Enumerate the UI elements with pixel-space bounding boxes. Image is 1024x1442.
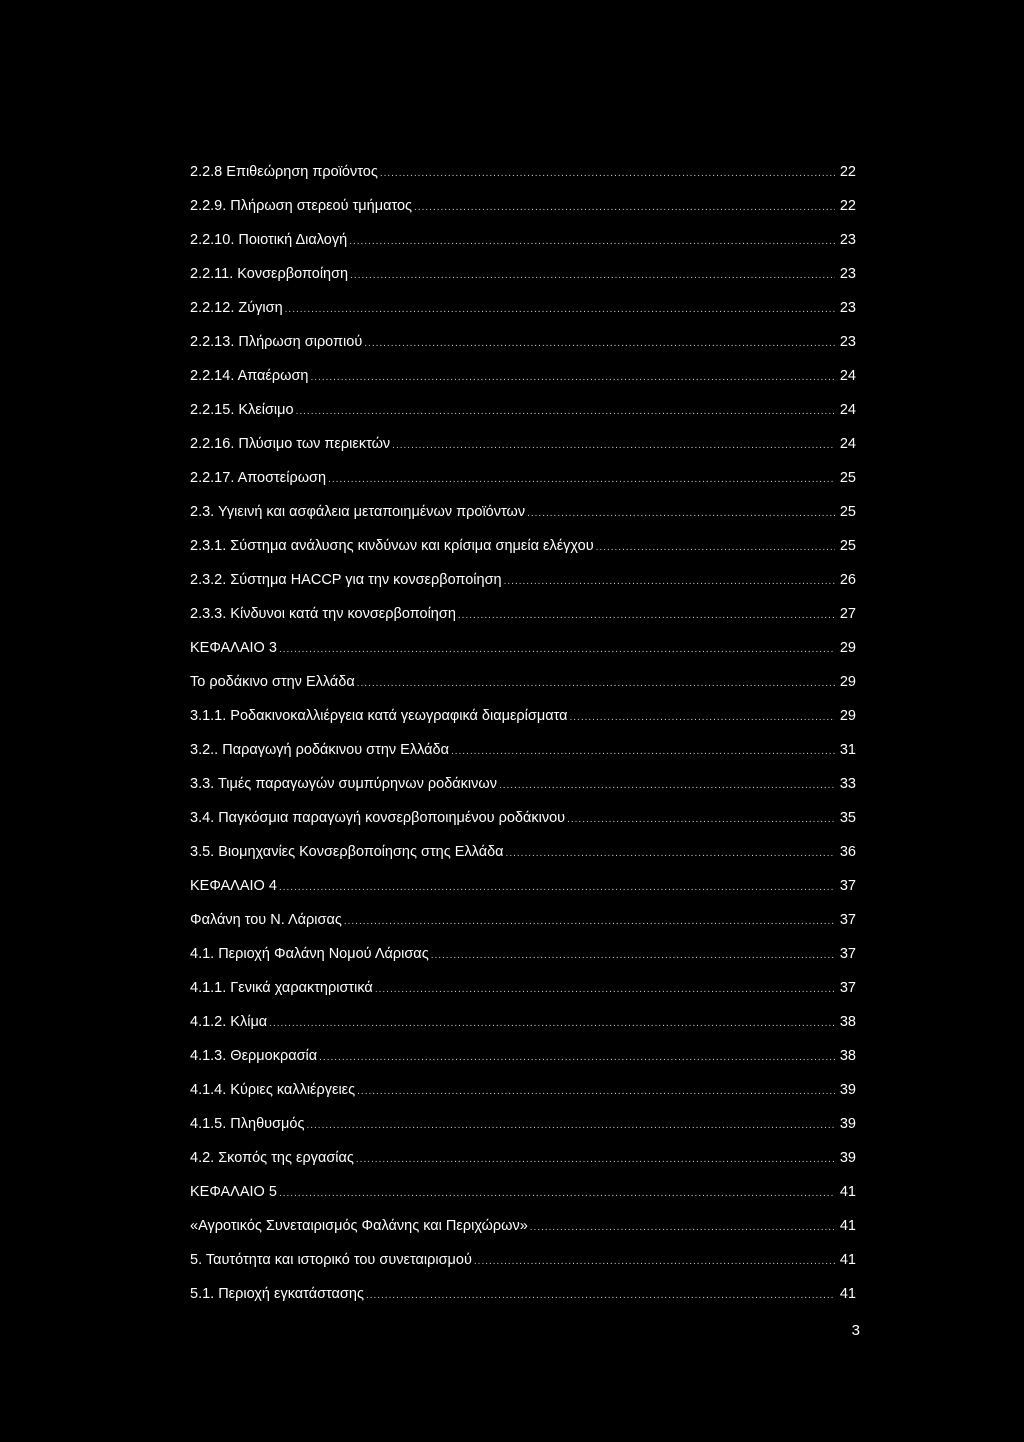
toc-entry-page: 26 <box>839 572 856 588</box>
toc-dot-leader <box>328 463 835 497</box>
toc-entry[interactable] <box>190 971 856 1005</box>
toc-dot-leader <box>380 157 835 191</box>
toc-entry[interactable] <box>190 1005 856 1039</box>
toc-dot-leader <box>296 395 835 429</box>
toc-entry-title: 2.2.14. Απαέρωση <box>190 368 309 384</box>
toc-entry-page: 24 <box>839 402 856 418</box>
toc-dot-leader <box>364 327 835 361</box>
toc-entry[interactable] <box>190 733 856 767</box>
toc-entry-page: 37 <box>839 946 856 962</box>
toc-entry-title: 2.3.3. Κίνδυνοι κατά την κονσερβοποίηση <box>190 606 456 622</box>
toc-entry-title: 3.1.1. Ροδακινοκαλλιέργεια κατά γεωγραφικά διαμερίσματα <box>190 708 568 724</box>
toc-entry-page: 38 <box>839 1048 856 1064</box>
toc-entry-title: 2.2.10. Ποιοτική Διαλογή <box>190 232 348 248</box>
toc-dot-leader <box>357 667 835 701</box>
toc-dot-leader <box>570 701 836 735</box>
toc-entry-page: 23 <box>839 300 856 316</box>
toc-entry-title: 4.2. Σκοπός της εργασίας <box>190 1150 354 1166</box>
toc-entry-title: 5. Ταυτότητα και ιστορικό του συνεταιρισμού <box>190 1252 472 1268</box>
toc-entry[interactable] <box>190 869 856 903</box>
toc-entry-page: 41 <box>839 1184 856 1200</box>
toc-entry-title: 2.2.12. Ζύγιση <box>190 300 283 316</box>
toc-dot-leader <box>414 191 835 225</box>
toc-entry-title: 3.5. Βιομηχανίες Κονσερβοποίησης στης Ελλάδα <box>190 844 504 860</box>
toc-entry-title: 2.2.11. Κονσερβοποίηση <box>190 266 349 282</box>
toc-entry[interactable] <box>190 427 856 461</box>
toc-entry[interactable] <box>190 563 856 597</box>
toc-entry-page: 29 <box>839 708 856 724</box>
toc-entry-title: 2.3.1. Σύστημα ανάλυσης κινδύνων και κρίσιμα σημεία ελέγχου <box>190 538 594 554</box>
toc-entry-title: Φαλάνη του Ν. Λάρισας <box>190 912 342 928</box>
toc-entry[interactable] <box>190 597 856 631</box>
toc-entry-title: 3.3. Τιμές παραγωγών συμπύρηνων ροδάκινων <box>190 776 497 792</box>
toc-entry-title: ΚΕΦΑΛΑΙΟ 5 <box>190 1184 277 1200</box>
toc-entry[interactable] <box>190 1107 856 1141</box>
toc-entry-page: 39 <box>839 1150 856 1166</box>
toc-entry[interactable] <box>190 767 856 801</box>
toc-dot-leader <box>350 259 835 293</box>
toc-dot-leader <box>530 1211 835 1245</box>
toc-entry[interactable] <box>190 1175 856 1209</box>
toc-entry[interactable] <box>190 835 856 869</box>
toc-entry-page: 29 <box>839 674 856 690</box>
toc-entry-title: 5.1. Περιοχή εγκατάστασης <box>190 1286 364 1302</box>
toc-entry[interactable] <box>190 359 856 393</box>
toc-entry[interactable] <box>190 155 856 189</box>
toc-entry-title: 2.2.15. Κλείσιμο <box>190 402 294 418</box>
toc-dot-leader <box>431 939 835 973</box>
toc-entry[interactable] <box>190 1277 856 1311</box>
toc-entry-page: 25 <box>839 470 856 486</box>
toc-entry[interactable] <box>190 699 856 733</box>
toc-entry-page: 36 <box>839 844 856 860</box>
toc-entry-page: 24 <box>839 368 856 384</box>
toc-entry-page: 37 <box>839 912 856 928</box>
toc-dot-leader <box>319 1041 835 1075</box>
toc-dot-leader <box>596 531 835 565</box>
toc-entry-page: 25 <box>839 504 856 520</box>
toc-dot-leader <box>392 429 835 463</box>
toc-entry-page: 37 <box>839 878 856 894</box>
toc-dot-leader <box>474 1245 835 1279</box>
toc-entry-title: ΚΕΦΑΛΑΙΟ 3 <box>190 640 277 656</box>
toc-dot-leader <box>504 565 835 599</box>
toc-entry-page: 22 <box>839 198 856 214</box>
toc-dot-leader <box>451 735 835 769</box>
toc-entry-title: 2.3.2. Σύστημα HACCP για την κονσερβοποίηση <box>190 572 502 588</box>
toc-dot-leader <box>344 905 835 939</box>
toc-entry[interactable] <box>190 1039 856 1073</box>
toc-entry-page: 27 <box>839 606 856 622</box>
toc-entry[interactable] <box>190 1141 856 1175</box>
toc-entry[interactable] <box>190 937 856 971</box>
toc-entry-title: 2.3. Υγιεινή και ασφάλεια μεταποιημένων προϊόντων <box>190 504 526 520</box>
toc-entry[interactable] <box>190 1209 856 1243</box>
toc-entry[interactable] <box>190 189 856 223</box>
page-number: 3 <box>851 1322 860 1339</box>
toc-entry-title: 3.2.. Παραγωγή ροδάκινου στην Ελλάδα <box>190 742 449 758</box>
toc-entry[interactable] <box>190 1243 856 1277</box>
toc-dot-leader <box>527 497 835 531</box>
toc-dot-leader <box>279 633 835 667</box>
toc-entry-title: 4.1.5. Πληθυσμός <box>190 1116 305 1132</box>
toc-dot-leader <box>567 803 835 837</box>
toc-entry-page: 23 <box>839 266 856 282</box>
toc-entry-page: 35 <box>839 810 856 826</box>
toc-entry-title: 3.4. Παγκόσμια παραγωγή κονσερβοποιημένου ροδάκινου <box>190 810 566 826</box>
toc-dot-leader <box>458 599 835 633</box>
toc-entry-page: 38 <box>839 1014 856 1030</box>
toc-entry[interactable] <box>190 631 856 665</box>
toc-entry-title: 2.2.16. Πλύσιμο των περιεκτών <box>190 436 391 452</box>
toc-entry-title: 2.2.13. Πλήρωση σιροπιού <box>190 334 363 350</box>
toc-entry[interactable] <box>190 325 856 359</box>
toc-entry[interactable] <box>190 223 856 257</box>
toc-entry[interactable] <box>190 903 856 937</box>
toc-entry-page: 25 <box>839 538 856 554</box>
toc-entry-page: 33 <box>839 776 856 792</box>
toc-dot-leader <box>356 1143 835 1177</box>
toc-entry-page: 24 <box>839 436 856 452</box>
toc-entry[interactable] <box>190 665 856 699</box>
toc-entry-page: 41 <box>839 1252 856 1268</box>
toc-entry-page: 39 <box>839 1082 856 1098</box>
toc-entry-page: 29 <box>839 640 856 656</box>
toc-entry[interactable] <box>190 291 856 325</box>
toc-dot-leader <box>506 837 835 871</box>
toc-entry-title: ΚΕΦΑΛΑΙΟ 4 <box>190 878 277 894</box>
toc-entry-page: 31 <box>839 742 856 758</box>
toc-entry-title: 2.2.8 Επιθεώρηση προϊόντος <box>190 164 378 180</box>
toc-dot-leader <box>357 1075 835 1109</box>
toc-dot-leader <box>366 1279 835 1313</box>
toc-entry-title: 4.1.2. Κλίμα <box>190 1014 268 1030</box>
toc-entry-title: 4.1. Περιοχή Φαλάνη Νομού Λάρισας <box>190 946 429 962</box>
toc-entry[interactable] <box>190 257 856 291</box>
toc-entry[interactable] <box>190 461 856 495</box>
toc-dot-leader <box>269 1007 835 1041</box>
toc-dot-leader <box>499 769 835 803</box>
toc-entry-page: 23 <box>839 334 856 350</box>
toc-dot-leader <box>310 361 835 395</box>
toc-entry-page: 41 <box>839 1218 856 1234</box>
toc-entry-title: «Αγροτικός Συνεταιρισμός Φαλάνης και Περιχώρων» <box>190 1218 528 1234</box>
toc-dot-leader <box>375 973 835 1007</box>
toc-entry-title: 4.1.1. Γενικά χαρακτηριστικά <box>190 980 373 996</box>
toc-entry-page: 37 <box>839 980 856 996</box>
toc-entry[interactable] <box>190 1073 856 1107</box>
toc-dot-leader <box>279 1177 835 1211</box>
toc-entry-page: 22 <box>839 164 856 180</box>
toc-dot-leader <box>285 293 835 327</box>
table-of-contents <box>190 155 856 1311</box>
toc-entry-title: Το ροδάκινο στην Ελλάδα <box>190 674 355 690</box>
toc-entry-title: 4.1.3. Θερμοκρασία <box>190 1048 318 1064</box>
toc-entry-title: 2.2.9. Πλήρωση στερεού τμήματος <box>190 198 413 214</box>
toc-entry[interactable] <box>190 801 856 835</box>
toc-dot-leader <box>306 1109 835 1143</box>
toc-entry[interactable] <box>190 495 856 529</box>
toc-entry-title: 2.2.17. Αποστείρωση <box>190 470 327 486</box>
toc-entry[interactable] <box>190 393 856 427</box>
toc-entry-title: 4.1.4. Κύριες καλλιέργειες <box>190 1082 356 1098</box>
toc-entry[interactable] <box>190 529 856 563</box>
toc-dot-leader <box>279 871 835 905</box>
toc-entry-page: 23 <box>839 232 856 248</box>
toc-entry-page: 39 <box>839 1116 856 1132</box>
toc-entry-page: 41 <box>839 1286 856 1302</box>
toc-dot-leader <box>349 225 835 259</box>
